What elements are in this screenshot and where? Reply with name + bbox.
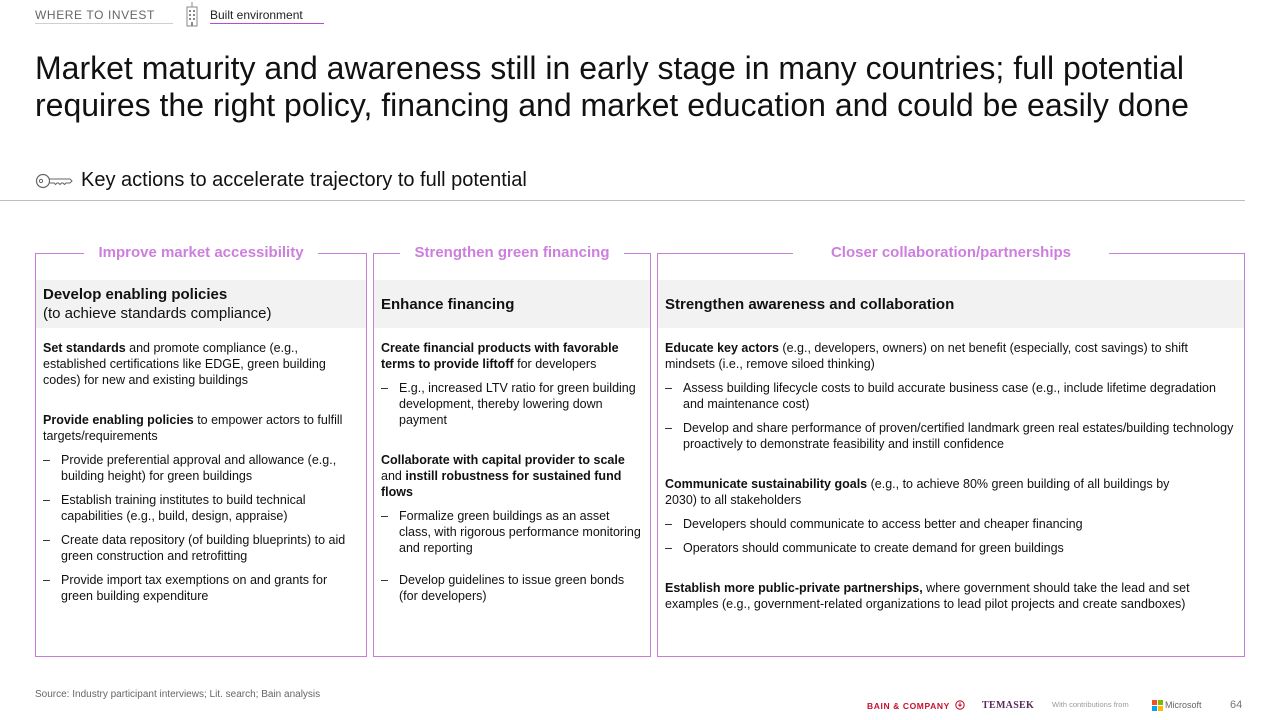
microsoft-logo-icon bbox=[1152, 700, 1163, 711]
bain-mark-icon bbox=[955, 700, 965, 710]
bullet-item: – E.g., increased LTV ratio for green building development, thereby lowering down payment bbox=[381, 380, 644, 428]
action-paragraph bbox=[43, 340, 360, 388]
contributions-note: With contributions from bbox=[1052, 700, 1129, 709]
bullet-item: – Establish training institutes to build technical capabilities (e.g., build, design, appraise) bbox=[43, 492, 360, 524]
bullet-list bbox=[665, 516, 1238, 556]
action-text: for developers bbox=[513, 357, 597, 371]
bullet-item: – Create data repository (of building blueprints) to aid green construction and retrofitting bbox=[43, 532, 360, 564]
action-bold: instill robustness for sustained fund flows bbox=[381, 469, 622, 499]
page-title: Market maturity and awareness still in early stage in many countries; full potential requires the right policy, financing and market education and could be easily done bbox=[35, 50, 1189, 123]
action-bold: Collaborate with capital provider to scale bbox=[381, 453, 625, 467]
action-paragraph bbox=[43, 412, 360, 444]
bullet-list bbox=[665, 380, 1238, 452]
column-band bbox=[374, 280, 650, 328]
column-header: Improve market accessibility bbox=[84, 244, 317, 261]
temasek-logo: TEMASEK bbox=[982, 700, 1035, 711]
bullet-list bbox=[381, 508, 644, 604]
key-icon bbox=[35, 171, 73, 191]
column-body bbox=[381, 340, 644, 612]
bullet-item: – Formalize green buildings as an asset class, with rigorous performance monitoring and reporting bbox=[381, 508, 644, 556]
band-title: Develop enabling policies bbox=[43, 286, 228, 303]
breadcrumb-divider bbox=[35, 23, 173, 24]
action-text: and promote compliance (e.g., established certifications like EDGE, green building codes) for new and existing buildings bbox=[43, 341, 326, 387]
action-bold: Provide enabling policies bbox=[43, 413, 194, 427]
subhead-rule bbox=[0, 200, 1245, 201]
bullet-list bbox=[43, 452, 360, 604]
page-number: 64 bbox=[1230, 699, 1243, 711]
column-collaboration bbox=[657, 244, 1245, 657]
action-text: (e.g., to achieve 80% green building of all buildings by 2030) to all stakeholders bbox=[665, 477, 1170, 507]
column-market-accessibility bbox=[35, 244, 367, 657]
action-paragraph bbox=[665, 476, 1238, 508]
breadcrumb-active-underline bbox=[210, 23, 324, 24]
column-green-financing bbox=[373, 244, 651, 657]
column-body bbox=[665, 340, 1238, 612]
bullet-item: – Provide import tax exemptions on and grants for green building expenditure bbox=[43, 572, 360, 604]
breadcrumb-section: WHERE TO INVEST bbox=[35, 8, 155, 22]
breadcrumb-topic: Built environment bbox=[210, 8, 303, 22]
action-paragraph bbox=[381, 340, 644, 372]
action-bold: Communicate sustainability goals bbox=[665, 477, 868, 491]
action-text: to empower actors to fulfill targets/requirements bbox=[43, 413, 343, 443]
column-band bbox=[658, 280, 1244, 328]
bullet-item: – Provide preferential approval and allowance (e.g., building height) for green buildings bbox=[43, 452, 360, 484]
bullet-item: – Developers should communicate to access better and cheaper financing bbox=[665, 516, 1238, 532]
bullet-item: – Develop and share performance of proven/certified landmark green real estates/building technology proactively to demonstrate feasibility and instill confidence bbox=[665, 420, 1238, 452]
action-text: where government should take the lead and set examples (e.g., government-related organizations to lead pilot projects and create sandboxes) bbox=[665, 581, 1190, 611]
action-paragraph bbox=[665, 340, 1238, 372]
building-icon bbox=[185, 1, 199, 27]
column-band bbox=[36, 280, 366, 328]
action-bold: Establish more public-private partnerships, bbox=[665, 581, 923, 595]
action-paragraph bbox=[381, 452, 644, 500]
band-title: Enhance financing bbox=[381, 295, 515, 313]
band-title: Strengthen awareness and collaboration bbox=[665, 295, 955, 313]
action-text: and bbox=[381, 469, 406, 483]
band-subtitle: (to achieve standards compliance) bbox=[43, 305, 272, 322]
action-bold: Create financial products with favorable terms to provide liftoff bbox=[381, 341, 619, 371]
subhead-text: Key actions to accelerate trajectory to full potential bbox=[81, 169, 527, 191]
action-text: (e.g., developers, owners) on net benefit (especially, cost savings) to shift mindsets (i.e., remove siloed thinking) bbox=[665, 341, 1188, 371]
bain-logo: BAIN & COMPANY bbox=[867, 701, 950, 711]
column-header: Strengthen green financing bbox=[400, 244, 623, 261]
action-bold: Educate key actors bbox=[665, 341, 779, 355]
bullet-item: – Develop guidelines to issue green bonds (for developers) bbox=[381, 572, 644, 604]
column-header: Closer collaboration/partnerships bbox=[793, 244, 1109, 261]
source-note: Source: Industry participant interviews; Lit. search; Bain analysis bbox=[35, 689, 321, 700]
bullet-item: – Assess building lifecycle costs to build accurate business case (e.g., include lifetime degradation and maintenance cost) bbox=[665, 380, 1238, 412]
action-paragraph bbox=[665, 580, 1238, 612]
column-body bbox=[43, 340, 360, 612]
microsoft-logo-text: Microsoft bbox=[1165, 700, 1202, 710]
bullet-list bbox=[381, 380, 644, 428]
action-bold: Set standards bbox=[43, 341, 126, 355]
bullet-item: – Operators should communicate to create demand for green buildings bbox=[665, 540, 1238, 556]
